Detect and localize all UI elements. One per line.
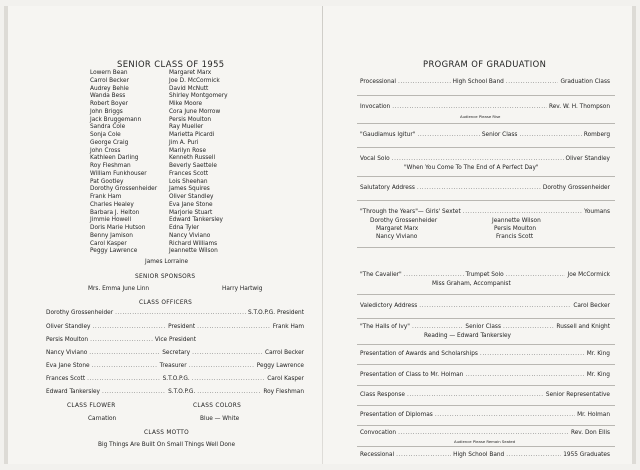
senior-name: Cora June Morrow	[169, 108, 221, 115]
senior-name: Lois Sheehan	[169, 178, 208, 185]
senior-name: Marilyn Rose	[169, 147, 207, 154]
officer-row	[46, 376, 304, 382]
leader-dots	[419, 303, 571, 309]
program-item-salutatory	[360, 185, 610, 191]
item-label: Presentation of Class to Mr. Holman	[360, 372, 464, 378]
item-right: Dorothy Grossenheider	[542, 185, 610, 191]
leader-dots	[506, 452, 561, 458]
divider	[357, 200, 615, 201]
program-item-recessional	[360, 452, 610, 458]
item-right: Rev. Don Ellis	[570, 430, 610, 436]
divider	[357, 123, 615, 124]
officer-role: S.T.O.P.G.	[162, 376, 190, 382]
senior-name: Ray Mueller	[169, 124, 204, 131]
item-label: Valedictory Address	[360, 303, 418, 309]
item-label: Convocation	[360, 430, 397, 436]
page-edge-right	[632, 6, 636, 464]
audience-note: Audience Please Remain Seated	[454, 439, 516, 444]
senior-name: Beverly Saettele	[169, 163, 217, 169]
sponsors-title: SENIOR SPONSORS	[135, 274, 196, 280]
leader-dots	[92, 363, 158, 369]
senior-name: Jack Bruggemann	[90, 116, 142, 123]
divider	[357, 318, 615, 319]
senior-name: Carol Kasper	[90, 240, 127, 247]
senior-name: Barbara J. Helton	[90, 209, 140, 216]
item-label: "The Cavalier"	[360, 272, 402, 278]
seniors-column-2	[169, 70, 228, 256]
divider	[357, 446, 615, 447]
senior-name: Mike Moore	[169, 101, 203, 107]
program-item-trumpet-solo	[360, 272, 610, 278]
item-mid: Senior Class	[465, 324, 501, 330]
officers-title: CLASS OFFICERS	[139, 300, 193, 306]
senior-name: Audrey Behle	[90, 85, 129, 92]
divider	[357, 294, 615, 295]
senior-name: Peggy Lawrence	[90, 248, 138, 255]
leader-dots	[435, 412, 575, 418]
senior-name: Kenneth Russell	[169, 155, 216, 162]
senior-class-title: SENIOR CLASS OF 1955	[117, 59, 225, 69]
senior-name: Roy Fleshman	[90, 163, 131, 169]
program-item-halls-of-ivy	[360, 324, 610, 330]
senior-name: John Briggs	[90, 108, 123, 115]
item-right: Joe McCormick	[567, 272, 611, 278]
program-title: PROGRAM OF GRADUATION	[423, 59, 547, 69]
divider	[357, 385, 615, 386]
class-colors: Blue — White	[200, 416, 240, 422]
leader-dots	[480, 351, 585, 357]
senior-name: Nancy Viviano	[169, 232, 211, 239]
divider	[357, 405, 615, 406]
leader-dots	[92, 324, 166, 330]
senior-name: Shirley Montgomery	[169, 93, 228, 100]
officer-name: Dorothy Grossenheider	[46, 310, 114, 316]
leader-dots	[398, 79, 451, 85]
leader-dots	[506, 272, 566, 278]
item-right: Mr. King	[586, 351, 610, 357]
page-edge-left	[4, 6, 8, 464]
item-label: Presentation of Awards and Scholarships	[360, 351, 478, 357]
item-label: "Gaudiamus Igitur"	[360, 132, 416, 138]
officer-other: Peggy Lawrence	[256, 363, 304, 369]
flower-title: CLASS FLOWER	[67, 403, 116, 409]
leader-dots	[90, 337, 153, 343]
leader-dots	[503, 324, 554, 330]
senior-name: William Funkhouser	[90, 170, 147, 177]
leader-dots	[115, 310, 246, 316]
senior-name: Jimmie Howell	[90, 217, 132, 224]
sponsor-1: Mrs. Emma June Linn	[88, 286, 150, 292]
senior-name: Richard Williams	[169, 240, 218, 247]
senior-name: John Cross	[90, 147, 121, 154]
senior-name: Charles Healey	[90, 201, 134, 208]
item-right: Mr. Holman	[577, 412, 610, 418]
sextet-singer: Persis Moulton	[494, 226, 537, 232]
senior-name: Robert Boyer	[90, 101, 128, 107]
item-right: Senior Representative	[545, 392, 610, 398]
leader-dots	[417, 132, 479, 138]
senior-name: David McNutt	[169, 85, 209, 92]
seniors-column-1	[90, 70, 157, 256]
senior-name: Eva Jane Stone	[169, 201, 213, 208]
item-mid: High School Band	[453, 452, 505, 458]
program-item-class-presentation	[360, 372, 610, 378]
senior-name: Benny Jamison	[90, 232, 133, 239]
officer-name: Eva Jane Stone	[46, 363, 90, 369]
officer-other: Frank Ham	[272, 324, 304, 330]
divider	[357, 425, 615, 426]
item-right: Russell and Knight	[556, 324, 610, 330]
program-item-gaudiamus	[360, 132, 610, 138]
divider	[357, 95, 615, 96]
reading: Reading — Edward Tankersley	[424, 333, 511, 339]
officer-row	[46, 337, 196, 343]
program-item-sextet	[360, 209, 610, 215]
leader-dots	[197, 324, 271, 330]
officer-name: Frances Scott	[46, 376, 86, 382]
leader-dots	[465, 372, 584, 378]
divider	[357, 344, 615, 345]
accompanist: Miss Graham, Accompanist	[432, 281, 511, 287]
item-label: "The Halls of Ivy"	[360, 324, 410, 330]
leader-dots	[396, 452, 451, 458]
item-right: Youmans	[584, 209, 610, 215]
senior-name: Persis Moulton	[169, 116, 212, 123]
sponsor-2: Harry Hartwig	[222, 286, 263, 292]
leader-dots	[404, 272, 464, 278]
senior-name: Marietta Picardi	[169, 132, 215, 138]
item-label: Invocation	[360, 104, 391, 110]
item-right: Rev. W. H. Thompson	[548, 104, 610, 110]
officer-name: Oliver Standley	[46, 324, 91, 330]
sextet-singer: Francis Scott	[496, 234, 534, 240]
senior-name: Marjorie Stuart	[169, 209, 213, 216]
senior-name: Kathleen Darling	[90, 155, 139, 162]
senior-name: Margaret Marx	[169, 70, 212, 76]
senior-name: Pat Gootley	[90, 178, 124, 185]
sextet-singer: Nancy Viviano	[376, 234, 418, 240]
officer-role: Treasurer	[159, 363, 187, 369]
divider	[357, 176, 615, 177]
item-right: Mr. King	[586, 372, 610, 378]
leader-dots	[519, 132, 581, 138]
program-item-processional	[360, 79, 610, 85]
senior-name: Jeannette Wilson	[169, 248, 218, 255]
item-right: Romberg	[583, 132, 610, 138]
officer-row	[46, 324, 304, 330]
program-item-valedictory	[360, 303, 610, 309]
leader-dots	[102, 389, 166, 395]
officer-row	[46, 363, 304, 369]
leader-dots	[398, 430, 569, 436]
officer-row	[46, 389, 304, 395]
item-label: Processional	[360, 79, 396, 85]
leader-dots	[87, 376, 160, 382]
leader-dots	[197, 389, 261, 395]
item-label: Vocal Solo	[360, 156, 390, 162]
program-item-awards	[360, 351, 610, 357]
item-label: Presentation of Diplomas	[360, 412, 433, 418]
leader-dots	[192, 376, 265, 382]
officer-role: Secretary	[162, 350, 191, 356]
leader-dots	[463, 209, 582, 215]
leader-dots	[407, 392, 544, 398]
officer-name: Nancy Viviano	[46, 350, 88, 356]
item-right: Graduation Class	[560, 79, 610, 85]
sextet-singer: Dorothy Grossenheider	[370, 218, 438, 224]
item-mid: High School Band	[452, 79, 504, 85]
center-fold	[322, 6, 323, 464]
item-label: Class Response	[360, 392, 405, 398]
officer-row	[46, 350, 304, 356]
item-mid: Trumpet Solo	[465, 272, 504, 278]
leader-dots	[417, 185, 541, 191]
leader-dots	[89, 350, 160, 356]
senior-name: Lowern Bean	[90, 70, 128, 76]
program-item-invocation	[360, 104, 610, 110]
officer-role: S.T.O.P.G. President	[247, 310, 304, 316]
officer-name: Edward Tankersley	[46, 389, 100, 395]
class-motto: Big Things Are Built On Small Things Well Done	[98, 442, 236, 448]
officer-role: S.T.O.P.G.	[168, 389, 196, 395]
item-right: 1955 Graduates	[563, 452, 610, 458]
program-item-vocal-solo	[360, 156, 610, 162]
item-label: Salutatory Address	[360, 185, 415, 191]
item-label: Recessional	[360, 452, 395, 458]
senior-name: Edward Tankersley	[169, 217, 223, 224]
leader-dots	[189, 363, 255, 369]
leader-dots	[412, 324, 463, 330]
senior-name: Doris Marie Hutson	[90, 225, 146, 231]
senior-name: Wanda Bess	[90, 93, 126, 100]
song-title: "When You Come To The End of A Perfect Day"	[404, 165, 539, 171]
senior-name: Carrol Becker	[90, 77, 129, 84]
senior-name: Joe D. McCormick	[169, 77, 220, 84]
divider	[357, 364, 615, 365]
item-right: Oliver Standley	[565, 156, 610, 162]
senior-name: Frank Ham	[90, 194, 122, 200]
divider	[357, 147, 615, 148]
program-sheet	[4, 6, 636, 464]
sextet-singer: Jeannette Wilson	[492, 218, 541, 224]
senior-name: Jim A. Puri	[169, 139, 199, 146]
senior-name: Frances Scott	[169, 170, 209, 177]
senior-name: Sandra Cole	[90, 124, 126, 131]
senior-name: Oliver Standley	[169, 194, 214, 200]
program-item-convocation	[360, 430, 610, 436]
senior-name: Edna Tyler	[169, 225, 200, 231]
motto-title: CLASS MOTTO	[144, 430, 189, 436]
senior-name: George Craig	[90, 139, 129, 146]
item-label: "Through the Years"— Girls' Sextet	[360, 209, 461, 215]
leader-dots	[506, 79, 559, 85]
officer-other: Roy Fleshman	[263, 389, 305, 395]
senior-name: Dorothy Grossenheider	[90, 186, 158, 193]
officer-role: Vice President	[154, 337, 196, 343]
officer-role: President	[168, 324, 196, 330]
leader-dots	[192, 350, 263, 356]
senior-name: James Squires	[169, 186, 210, 193]
colors-title: CLASS COLORS	[193, 403, 242, 409]
sextet-singer: Margaret Marx	[376, 226, 419, 232]
leader-dots	[392, 104, 547, 110]
senior-last-name: James Lorraine	[145, 259, 189, 265]
class-flower: Carnation	[88, 416, 117, 422]
officer-other: Carrol Becker	[265, 350, 305, 356]
program-item-class-response	[360, 392, 610, 398]
senior-name: Sonja Cole	[90, 132, 121, 138]
audience-note: Audience Please Rise	[460, 114, 501, 119]
program-item-diplomas	[360, 412, 610, 418]
divider	[357, 247, 615, 248]
officer-row	[46, 310, 304, 316]
officer-other: Carol Kasper	[267, 376, 305, 382]
item-mid: Senior Class	[481, 132, 518, 138]
leader-dots	[392, 156, 564, 162]
officer-name: Persis Moulton	[46, 337, 89, 343]
item-right: Carol Becker	[573, 303, 610, 309]
